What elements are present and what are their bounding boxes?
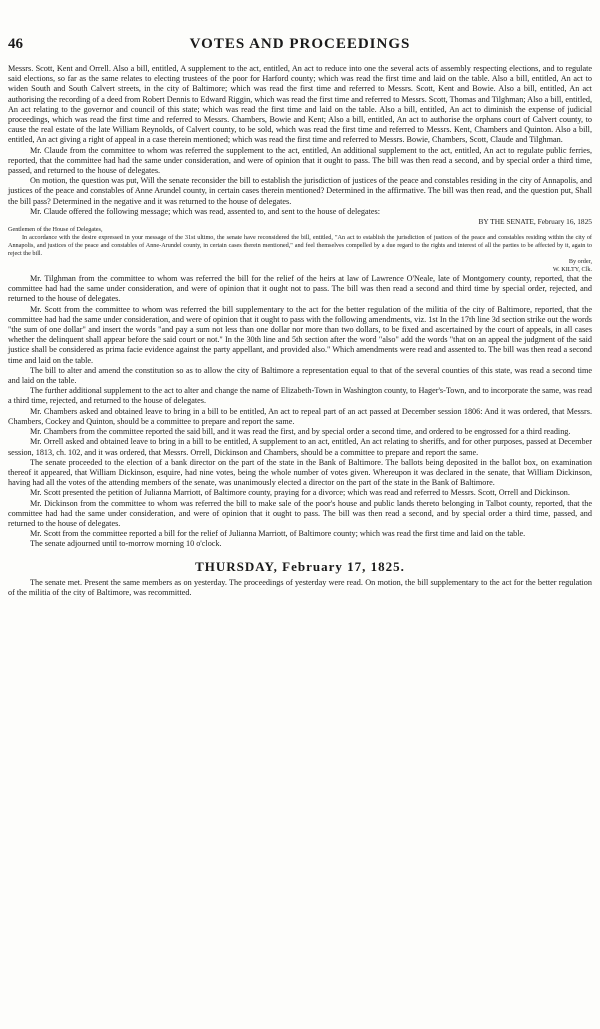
paragraph: Mr. Chambers asked and obtained leave to bring in a bill to be entitled, An act to repeal part of an act passed at December session 1806: And it was ordered, that Messrs. Chambers, Cockey and Quinton, should be a committee to prepare and report the same. <box>8 406 592 426</box>
message-signer: W. KILTY, Clk. <box>552 266 592 274</box>
message-by-order: By order, <box>568 258 592 266</box>
paragraph: The senate met. Present the same members as on yesterday. The proceedings of yesterday were read. On motion, the bill supplementary to the act for the better regulation of the militia of the city of Baltimore, was recommitted. <box>8 577 592 597</box>
page-header <box>8 36 592 58</box>
paragraph: Mr. Scott presented the petition of Julianna Marriott, of Baltimore county, praying for a divorce; which was read and referred to Messrs. Scott, Orrell and Dickinson. <box>30 488 570 498</box>
paragraph: The senate proceeded to the election of a bank director on the part of the state in the Bank of Baltimore. The ballots being deposited in the ballot box, on examination thereof it appeared, that William Dickinson, esquire, had nine votes, being the whole number of votes given. Whereupon it was declared in the senate, that William Dickinson, having had all the votes of the attending members of the senate, was unanimously elected a director on the part of the state in the Bank of Baltimore. <box>8 457 592 488</box>
section-title: THURSDAY, February 17, 1825. <box>195 558 405 574</box>
paragraph: On motion, the question was put, Will the senate reconsider the bill to establish the jurisdiction of justices of the peace and constables residing in the city of Annapolis, and justices of the peace and constables of Anne Arundel county, in certain cases therein mentioned? Determined in the affirmative. The bill was then read, and the question put, Shall the bill pass? Determined in the negative and it was returned to the house of delegates. <box>8 176 592 206</box>
paragraph: Mr. Chambers from the committee reported the said bill, and it was read the first, and by special order a second time, and ordered to be engrossed for a third reading. <box>30 427 571 437</box>
paragraph: Mr. Orrell asked and obtained leave to bring in a bill to be entitled, A supplement to an act, entitled, An act relating to sheriffs, and for other purposes, passed at December session, 1813, ch. 102, and it was ordered, that Messrs. Orrell, Dickinson and Chambers, should be a committee to prepare and report the same. <box>8 437 592 457</box>
paragraph: Mr. Scott from the committee to whom was referred the bill supplementary to the act for the better regulation of the militia of the city of Baltimore, reported, that the committee had had the same under consideration, and were of opinion that it ought to pass with the following amendments, viz. 1st In the 17th line 3d section strike out the words "the sum of one dollar" and insert the words "and pay a sum not less than one dollar nor more than two dollars, to be fixed and ascertained by the court of appeals, in all cases whether the delinquent shall appear before the said court or not." In the 30th line and 5th section after the word "also" add the words "that on an appeal the judgment of the said justice shall be considered as prima facie evidence against the party appellant, and provided also." Which amendments were read and assented to. The bill was then read a second time and laid on the table. <box>8 304 592 365</box>
message-salutation: Gentlemen of the House of Delegates, <box>8 226 103 234</box>
paragraph: Mr. Dickinson from the committee to whom was referred the bill to make sale of the poor's house and public lands thereto belonging in Talbot county, reported, that the committee had had the same under consideration, and were of opinion that it ought to pass. The bill was then read a second, and by special order a third time, passed, and returned to the house of delegates. <box>8 498 592 528</box>
section-body <box>8 578 592 598</box>
page-number: 46 <box>8 36 23 52</box>
paragraph: Mr. Tilghman from the committee to whom was referred the bill for the relief of the heirs at law of Lawrence O'Neale, late of Montgomery county, reported, that the committee had had the same under consideration, and were of opinion that it ought not to pass. The bill was then read a second and third time by special order, rejected, and returned to the house of delegates. <box>8 274 592 304</box>
paragraph: The bill to alter and amend the constitution so as to allow the city of Baltimore a representation equal to that of the several counties of this state, was read a second time and laid on the table. <box>8 365 592 386</box>
paragraph: Mr. Claude offered the following message; which was read, assented to, and sent to the house of delegates: <box>30 206 380 216</box>
paragraph: The further additional supplement to the act to alter and change the name of Elizabeth-Town in Washington county, to Hager's-Town, and to incorporate the same, was read a third time, rejected, and returned to the house of delegates. <box>8 386 592 406</box>
paragraph: Messrs. Scott, Kent and Orrell. Also a bill, entitled, A supplement to the act, entitled, An act to reduce into one the several acts of assembly respecting elections, and to regulate said elections, so far as the same relates to electing trustees of the poor for Harford county; which was read the first time and laid on the table. Also a bill, entitled, An act to widen South and South Calvert streets, in the city of Baltimore; which was read the first time and referred to Messrs. Scott, Kent and Bowie. Also a bill, entitled, An act authorising the recording of a deed from Robert Dennis to Edward Riggin, which was read the first time and referred to Messrs. Scott, Thomas and Tilghman; Also a bill, entitled, An act relating to the governor and council of this state; which was read the first time and laid on the table. Also a bill, entitled, An act to diminish the expense of judicial proceedings, which was read the first time and referred to Messrs. Chambers, Bowie and Kent; Also a bill, entitled, An act to authorise the orphans court of Calvert county, to cause the real estate of the late William Reynolds, of Calvert county, to be sold, which was read the first time and referred to Messrs. Kent, Chambers and Quinton. Also a bill, entitled, An act giving a right of appeal in a case therein mentioned; which was read the first time and referred to Messrs. Bowie, Chambers, Scott, Claude and Tilghman. <box>8 64 592 145</box>
senate-message <box>8 226 592 274</box>
paragraph: Mr. Claude from the committee to whom was referred the supplement to the act, entitled, An additional supplement to the act, entitled, An act to regulate public ferries, reported, that the committee had had the same under consideration, and were of opinion that it ought to pass. The bill was then read a second, and by special order a third time, passed, and returned to the house of delegates. <box>8 145 592 176</box>
running-head: VOTES AND PROCEEDINGS <box>189 36 411 52</box>
paragraph: Mr. Scott from the committee reported a bill for the relief of Julianna Marriott, of Baltimore county; which was read the first time and laid on the table. <box>30 529 526 539</box>
senate-signature: BY THE SENATE, February 16, 1825 <box>478 217 592 227</box>
body-text <box>8 64 592 598</box>
message-text: In accordance with the desire expressed in your message of the 31st ultimo, the senate have reconsidered the bill, entitled, "An act to establish the jurisdiction of justices of the peace and constables residing within the city of Annapolis, and justices of the peace and constables of Anne-Arundel county, in certain cases therein mentioned," and feel themselves compelled by a due regard to the rights and interest of all the parties to be affected by it, again to reject the bill. <box>8 234 592 258</box>
paragraph: The senate adjourned until to-morrow morning 10 o'clock. <box>30 539 222 549</box>
